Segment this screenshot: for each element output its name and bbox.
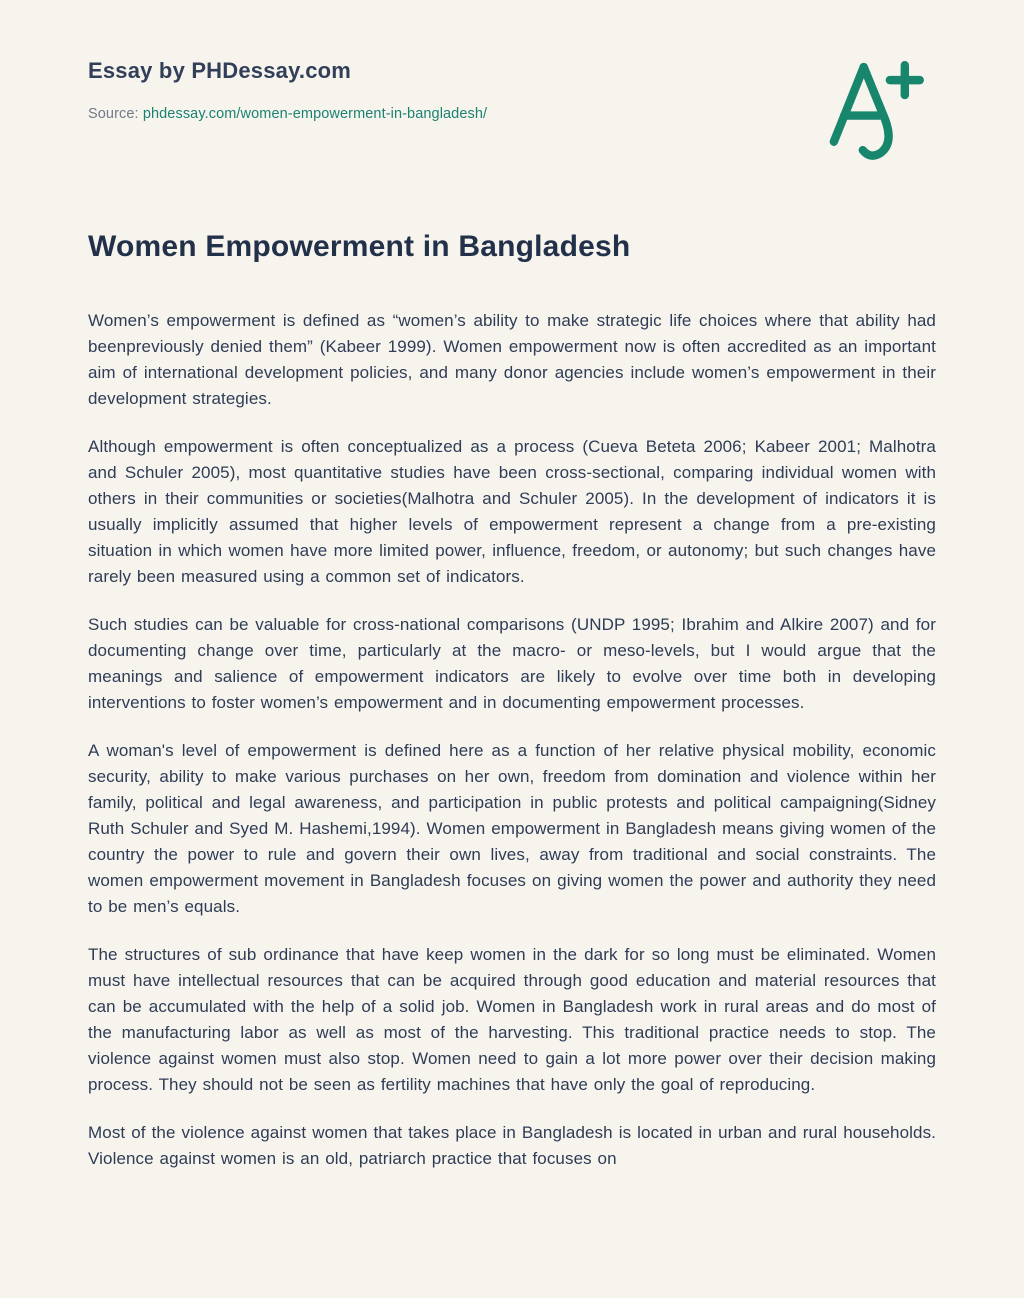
paragraph-5: The structures of sub ordinance that have keep women in the dark for so long must be eliminated. Women must have intellectual resources that can be acquired through good education and material resources that can be accumulated with the help of a solid job. Women in Bangladesh work in rural areas and do most of the manufacturing labor as well as most of the harvesting. This traditional practice needs to stop. The violence against women must also stop. Women need to gain a lot more power over their decision making process. They should not be seen as fertility machines that have only the goal of reproducing. xyxy=(88,945,936,1094)
paragraph-6: Most of the violence against women that takes place in Bangladesh is located in urban and rural households. Violence against women is an old, patriarch practice that focuses on xyxy=(88,1123,936,1168)
page-header xyxy=(88,54,936,166)
paragraph-3: Such studies can be valuable for cross-national comparisons (UNDP 1995; Ibrahim and Alkire 2007) and for documenting change over time, particularly at the macro- or meso-levels, but I would argue that the meanings and salience of empowerment indicators are likely to evolve over time both in developing interventions to foster women’s empowerment and in documenting empowerment processes. xyxy=(88,615,936,712)
byline: Essay by PHDessay.com xyxy=(88,58,352,83)
header-text-block xyxy=(88,54,487,122)
article-body xyxy=(88,308,936,1172)
paragraph-4: A woman's level of empowerment is defined here as a function of her relative physical mobility, economic security, ability to make various purchases on her own, freedom from domination and violence within her family, political and legal awareness, and participation in public protests and political campaigning(Sidney Ruth Schuler and Syed M. Hashemi,1994). Women empowerment in Bangladesh means giving women of the country the power to rule and govern their own lives, away from traditional and social constraints. The women empowerment movement in Bangladesh focuses on giving women the power and authority they need to be men’s equals. xyxy=(88,741,936,916)
paragraph-1: Women’s empowerment is defined as “women’s ability to make strategic life choices where that ability had beenpreviously denied them” (Kabeer 1999). Women empowerment now is often accredited as an important aim of international development policies, and many donor agencies include women’s empowerment in their development strategies. xyxy=(88,311,936,408)
page-title: Women Empowerment in Bangladesh xyxy=(88,230,631,263)
paragraph-2: Although empowerment is often conceptualized as a process (Cueva Beteta 2006; Kabeer 2001; Malhotra and Schuler 2005), most quantitative studies have been cross-sectional, comparing individual women with others in their communities or societies(Malhotra and Schuler 2005). In the development of indicators it is usually implicitly assumed that higher levels of empowerment represent a change from a pre-existing situation in which women have more limited power, influence, freedom, or autonomy; but such changes have rarely been measured using a common set of indicators. xyxy=(88,437,936,586)
phdessay-a-plus-logo-icon xyxy=(822,54,926,166)
source-link[interactable]: phdessay.com/women-empowerment-in-bangladesh/ xyxy=(142,106,488,122)
source-label: Source: xyxy=(88,106,139,122)
source-row xyxy=(88,106,487,122)
